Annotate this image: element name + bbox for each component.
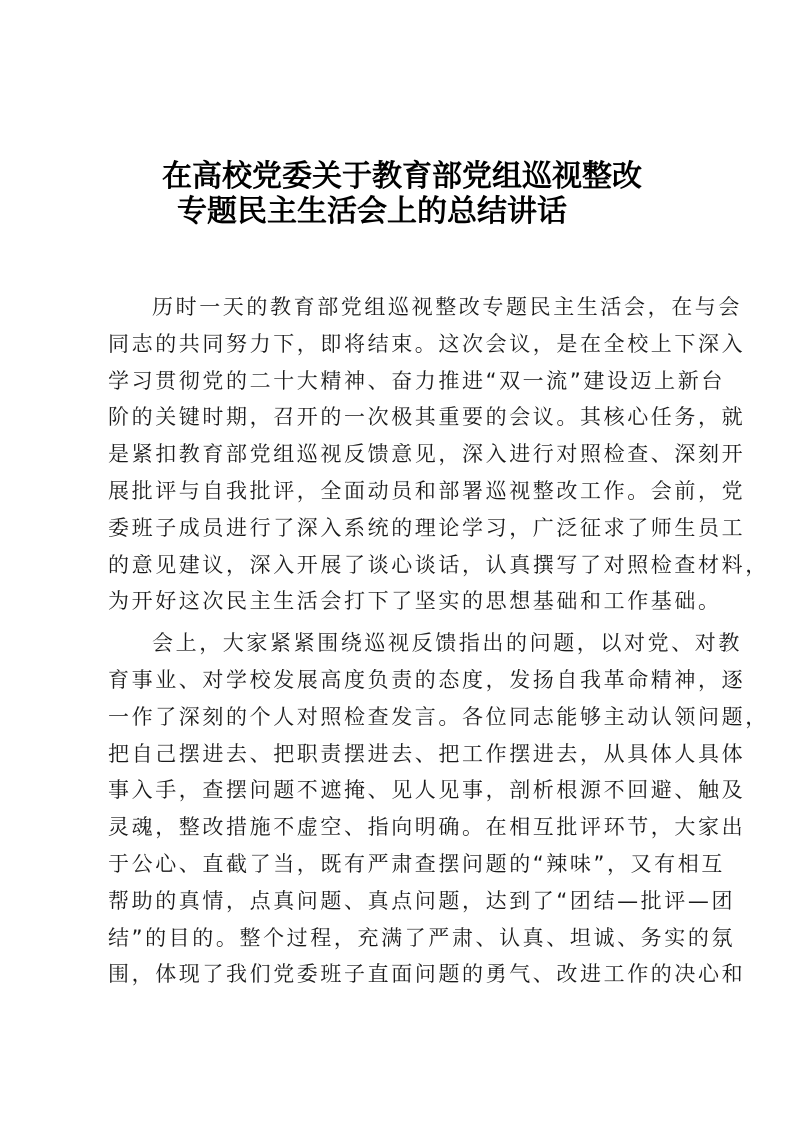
paragraph-line: 的意见建议，深入开展了谈心谈话，认真撰写了对照检查材料， [108, 552, 769, 577]
paragraph-line: 学习贯彻党的二十大精神、奋力推进“双一流”建设迈上新台 [108, 368, 725, 393]
paragraph-line: 事入手，查摆问题不遮掩、见人见事，剖析根源不回避、触及 [108, 778, 746, 803]
paragraph-line: 于公心、直截了当，既有严肃查摆问题的“辣味”，又有相互 [108, 851, 725, 876]
paragraph-line: 帮助的真情，点真问题、真点问题，达到了“团结—批评—团 [108, 888, 736, 913]
paragraph-line: 委班子成员进行了深入系统的理论学习，广泛征求了师生员工 [108, 515, 746, 540]
paragraph-line: 历时一天的教育部党组巡视整改专题民主生活会，在与会 [152, 295, 742, 319]
document-title-line-1: 在高校党委关于教育部党组巡视整改 [162, 159, 642, 194]
document-body [108, 289, 769, 993]
paragraph-line: 展批评与自我批评，全面动员和部署巡视整改工作。会前，党 [108, 478, 746, 503]
paragraph-line: 是紧扣教育部党组巡视反馈意见，深入进行对照检查、深刻开 [108, 442, 746, 467]
document-title-line-2: 专题民主生活会上的总结讲话 [177, 194, 567, 229]
paragraph-line: 育事业、对学校发展高度负责的态度，发扬自我革命精神，逐 [108, 667, 746, 692]
paragraph-line: 一作了深刻的个人对照检查发言。各位同志能够主动认领问题， [108, 704, 769, 729]
paragraph-line: 结”的目的。整个过程，充满了严肃、认真、坦诚、务实的氛 [108, 925, 736, 950]
paragraph-line: 同志的共同努力下，即将结束。这次会议，是在全校上下深入 [108, 331, 746, 356]
paragraph-line: 会上，大家紧紧围绕巡视反馈指出的问题，以对党、对教 [152, 631, 742, 656]
paragraph-line: 围，体现了我们党委班子直面问题的勇气、改进工作的决心和 [108, 962, 746, 987]
paragraph-line: 把自己摆进去、把职责摆进去、把工作摆进去，从具体人具体 [108, 741, 746, 766]
paragraph-line: 阶的关键时期，召开的一次极其重要的会议。其核心任务，就 [108, 405, 746, 430]
paragraph-line: 灵魂，整改措施不虚空、指向明确。在相互批评环节，大家出 [108, 815, 746, 840]
paragraph-line: 为开好这次民主生活会打下了坚实的思想基础和工作基础。 [108, 589, 722, 614]
paragraph-1 [108, 289, 769, 620]
paragraph-2 [108, 625, 769, 993]
